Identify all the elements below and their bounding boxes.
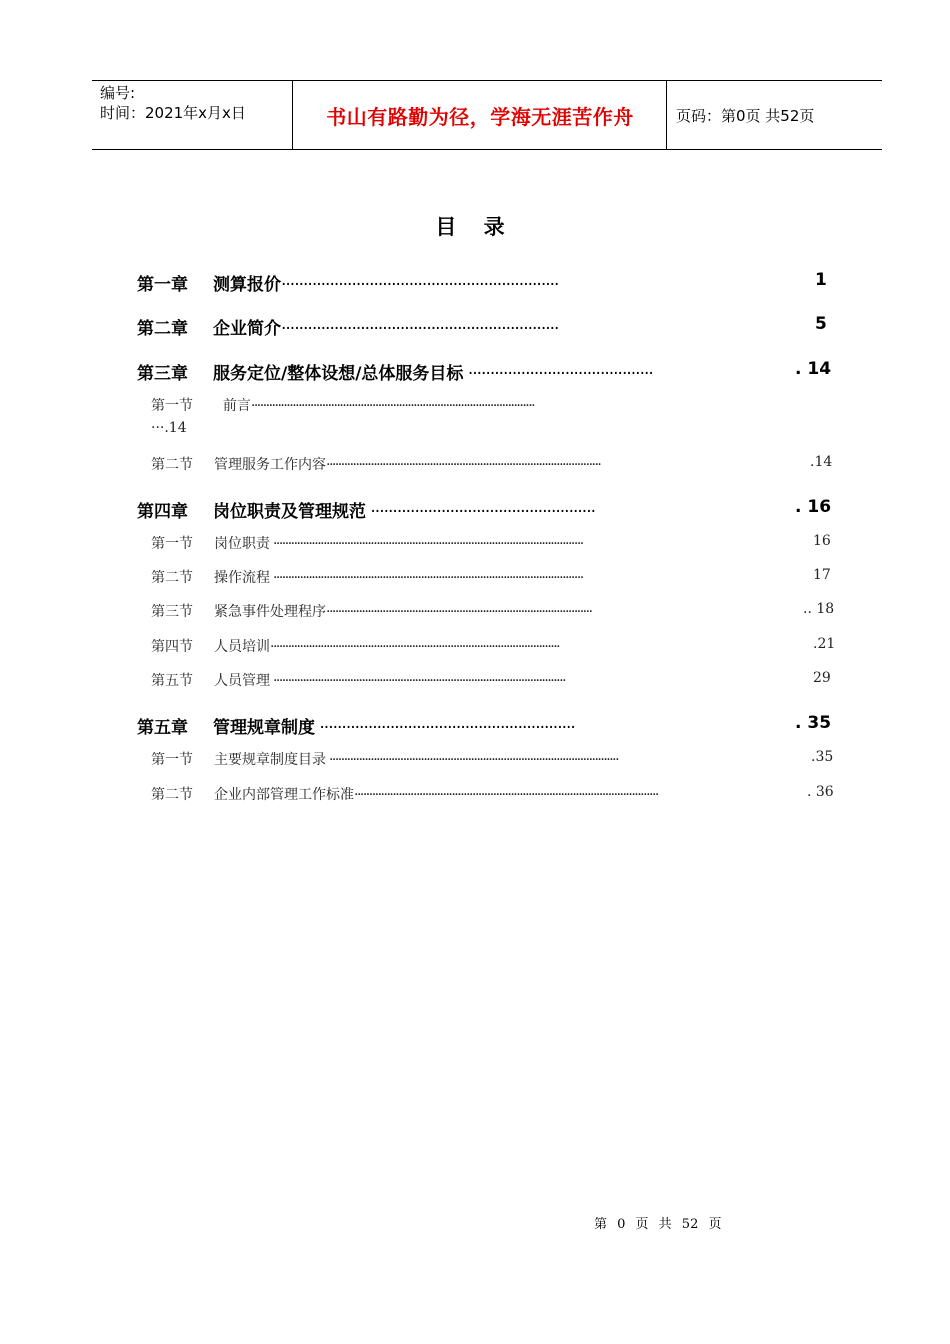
toc-label: 第四节 bbox=[151, 639, 193, 655]
toc-leader: ····························································································· bbox=[326, 457, 601, 473]
toc-entry-section[interactable] bbox=[151, 784, 834, 804]
header-divider bbox=[292, 81, 293, 149]
toc-label: 第三章 bbox=[137, 364, 188, 384]
toc-text: 操作流程 bbox=[214, 570, 270, 586]
toc-text: 管理规章制度 bbox=[213, 718, 315, 738]
toc-text: 前言 bbox=[214, 398, 251, 414]
toc-entry-chapter-3[interactable] bbox=[137, 359, 832, 384]
toc-label: 第一章 bbox=[137, 275, 188, 295]
toc-leader: ··················································· bbox=[366, 502, 595, 522]
toc-page: ···.14 bbox=[151, 420, 187, 436]
toc-label: 第二章 bbox=[137, 319, 188, 339]
toc-text: 人员管理 bbox=[214, 673, 270, 689]
toc-entry-section[interactable] bbox=[151, 454, 831, 474]
header-table bbox=[92, 80, 882, 150]
toc-leader: ·········································· bbox=[463, 364, 653, 384]
toc-entry-section[interactable] bbox=[151, 533, 831, 553]
toc-title: 目 录 bbox=[435, 215, 515, 239]
toc-page: 16 bbox=[813, 533, 831, 549]
toc-entry-section[interactable] bbox=[151, 636, 836, 656]
header-page-info: 页码：第0页 共52页 bbox=[676, 106, 815, 125]
toc-text: 管理服务工作内容 bbox=[214, 457, 326, 473]
header-divider bbox=[666, 81, 667, 149]
toc-page: .14 bbox=[810, 454, 833, 470]
toc-label: 第一节 bbox=[151, 752, 193, 768]
toc-label: 第二节 bbox=[151, 570, 193, 586]
toc-page: . 14 bbox=[795, 359, 832, 379]
toc-page: .. 18 bbox=[803, 601, 835, 617]
toc-text: 人员培训 bbox=[214, 639, 270, 655]
header-meta bbox=[100, 83, 246, 123]
toc-text: 服务定位/整体设想/总体服务目标 bbox=[213, 364, 464, 384]
toc-label: 第一节 bbox=[151, 536, 193, 552]
toc-entry-chapter-1[interactable] bbox=[137, 270, 827, 295]
toc-leader: ······························································· bbox=[281, 275, 559, 295]
toc-leader: ········································································································· bbox=[270, 536, 583, 552]
toc-entry-chapter-4[interactable] bbox=[137, 497, 832, 522]
toc-label: 第四章 bbox=[137, 502, 188, 522]
toc-entry-section[interactable] bbox=[151, 749, 834, 769]
time-label: 时间：2021年x月x日 bbox=[100, 104, 246, 122]
toc-label: 第二节 bbox=[151, 787, 193, 803]
toc-leader: ·························································· bbox=[315, 718, 575, 738]
toc-leader: ································································································ bbox=[250, 398, 535, 414]
toc-text: 测算报价 bbox=[213, 275, 281, 295]
toc-entry-section[interactable] bbox=[151, 395, 534, 415]
toc-page: .35 bbox=[811, 749, 834, 765]
toc-leader: ········································································································· bbox=[270, 570, 583, 586]
toc-label: 第三节 bbox=[151, 604, 193, 620]
toc-text: 岗位职责 bbox=[214, 536, 270, 552]
code-label: 编号: bbox=[100, 84, 136, 102]
toc-entry-chapter-5[interactable] bbox=[137, 713, 832, 738]
toc-page: 5 bbox=[815, 314, 827, 334]
toc-page: .21 bbox=[813, 636, 836, 652]
toc-page: 17 bbox=[813, 567, 831, 583]
toc-page: . 36 bbox=[807, 784, 834, 800]
toc-page: 1 bbox=[815, 270, 827, 290]
toc-label: 第二节 bbox=[151, 457, 193, 473]
toc-page: . 35 bbox=[795, 713, 832, 733]
toc-text: 岗位职责及管理规范 bbox=[213, 502, 366, 522]
toc-entry-section[interactable] bbox=[151, 567, 831, 587]
toc-page: 29 bbox=[813, 670, 831, 686]
toc-leader: ·························································································· bbox=[326, 604, 592, 620]
toc-page: . 16 bbox=[795, 497, 832, 517]
toc-label: 第五章 bbox=[137, 718, 188, 738]
toc-entry-chapter-2[interactable] bbox=[137, 314, 827, 339]
toc-text: 企业内部管理工作标准 bbox=[214, 787, 354, 803]
toc-leader: ······························································· bbox=[281, 319, 559, 339]
toc-text: 紧急事件处理程序 bbox=[214, 604, 326, 620]
toc-entry-section[interactable] bbox=[151, 601, 835, 621]
toc-label: 第一节 bbox=[151, 398, 193, 414]
toc-text: 企业简介 bbox=[213, 319, 281, 339]
toc-entry-section[interactable] bbox=[151, 670, 831, 690]
toc-leader: ·································································································· bbox=[326, 752, 619, 768]
toc-text: 主要规章制度目录 bbox=[214, 752, 326, 768]
toc-entry-continuation bbox=[151, 420, 187, 436]
toc-label: 第五节 bbox=[151, 673, 193, 689]
toc-leader: ··································································································· bbox=[270, 673, 566, 689]
header-motto: 书山有路勤为径，学海无涯苦作舟 bbox=[326, 104, 634, 129]
page-footer: 第 0 页 共 52 页 bbox=[594, 1217, 722, 1232]
toc-leader: ·································································································· bbox=[270, 639, 560, 655]
toc-leader: ······································································································· bbox=[354, 787, 658, 803]
